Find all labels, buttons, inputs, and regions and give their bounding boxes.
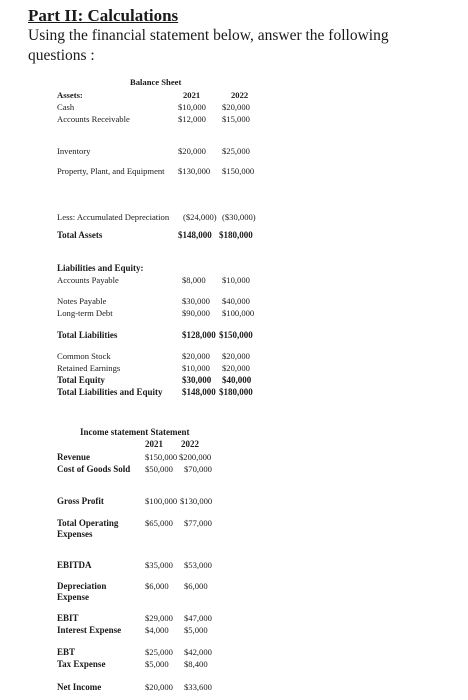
- accumulated-depreciation-2022: ($30,000): [222, 212, 256, 222]
- row-label-tax-expense: Tax Expense: [57, 659, 106, 669]
- balance-sheet-year-2021: 2021: [183, 90, 201, 100]
- total-liabilities-2022: $150,000: [219, 330, 253, 340]
- retained-earnings-2021: $10,000: [182, 363, 210, 373]
- interest-expense-2021: $4,000: [145, 625, 169, 635]
- revenue-2021: $150,000: [145, 452, 178, 462]
- ebit-2022: $47,000: [184, 613, 212, 623]
- row-label-total-assets: Total Assets: [57, 230, 103, 240]
- depreciation-expense-2021: $6,000: [145, 581, 169, 591]
- total-equity-2022: $40,000: [222, 375, 252, 385]
- common-stock-2021: $20,000: [182, 351, 210, 361]
- total-operating-expenses-2022: $77,000: [184, 518, 212, 528]
- ebit-2021: $29,000: [145, 613, 173, 623]
- row-label-revenue: Revenue: [57, 452, 90, 462]
- row-label-long-term-debt: Long-term Debt: [57, 308, 113, 318]
- ppe-2022: $150,000: [222, 166, 255, 176]
- total-equity-2021: $30,000: [182, 375, 212, 385]
- income-year-2021: 2021: [145, 439, 163, 449]
- depreciation-expense-2022: $6,000: [184, 581, 208, 591]
- accumulated-depreciation-2021: ($24,000): [183, 212, 217, 222]
- instructions-text: Using the financial statement below, answer the following questions :: [28, 27, 389, 64]
- row-label-notes-payable: Notes Payable: [57, 296, 107, 306]
- cogs-2021: $50,000: [145, 464, 173, 474]
- row-label-ppe: Property, Plant, and Equipment: [57, 166, 165, 176]
- row-label-cogs: Cost of Goods Sold: [57, 464, 131, 474]
- accounts-receivable-2021: $12,000: [178, 114, 206, 124]
- row-label-cash: Cash: [57, 102, 75, 112]
- ebitda-2021: $35,000: [145, 560, 173, 570]
- notes-payable-2022: $40,000: [222, 296, 250, 306]
- cash-2021: $10,000: [178, 102, 206, 112]
- ebt-2022: $42,000: [184, 647, 212, 657]
- net-income-2021: $20,000: [145, 682, 173, 692]
- total-assets-2022: $180,000: [219, 230, 253, 240]
- row-label-total-operating-expenses: Total Operating: [57, 518, 119, 528]
- balance-sheet-title: Balance Sheet: [130, 77, 182, 87]
- assets-label: Assets:: [57, 90, 83, 100]
- row-label-ebitda: EBITDA: [57, 560, 92, 570]
- inventory-2021: $20,000: [178, 146, 206, 156]
- long-term-debt-2021: $90,000: [182, 308, 210, 318]
- row-label-interest-expense: Interest Expense: [57, 625, 122, 635]
- accounts-receivable-2022: $15,000: [222, 114, 250, 124]
- income-year-2022: 2022: [181, 439, 199, 449]
- balance-sheet-year-2022: 2022: [231, 90, 249, 100]
- row-label-ebit: EBIT: [57, 613, 79, 623]
- gross-profit-2022: $130,000: [180, 496, 213, 506]
- inventory-2022: $25,000: [222, 146, 250, 156]
- ebt-2021: $25,000: [145, 647, 173, 657]
- tax-expense-2021: $5,000: [145, 659, 169, 669]
- row-label-inventory: Inventory: [57, 146, 91, 156]
- cogs-2022: $70,000: [184, 464, 212, 474]
- row-label-depreciation-expense-line2: Expense: [57, 592, 90, 602]
- total-liabilities-2021: $128,000: [182, 330, 216, 340]
- cash-2022: $20,000: [222, 102, 250, 112]
- ppe-2021: $130,000: [178, 166, 211, 176]
- long-term-debt-2022: $100,000: [222, 308, 255, 318]
- row-label-total-liabilities: Total Liabilities: [57, 330, 118, 340]
- ebitda-2022: $53,000: [184, 560, 212, 570]
- row-label-net-income: Net Income: [57, 682, 102, 692]
- interest-expense-2022: $5,000: [184, 625, 208, 635]
- page-heading: Part II: Calculations: [28, 6, 179, 25]
- row-label-gross-profit: Gross Profit: [57, 496, 104, 506]
- income-statement-title: Income statement Statement: [80, 427, 190, 437]
- total-assets-2021: $148,000: [178, 230, 212, 240]
- row-label-depreciation-expense: Depreciation: [57, 581, 107, 591]
- common-stock-2022: $20,000: [222, 351, 250, 361]
- notes-payable-2021: $30,000: [182, 296, 210, 306]
- liabilities-equity-heading: Liabilities and Equity:: [57, 263, 144, 273]
- row-label-retained-earnings: Retained Earnings: [57, 363, 121, 373]
- row-label-total-liabilities-equity: Total Liabilities and Equity: [57, 387, 163, 397]
- row-label-total-operating-expenses-line2: Expenses: [57, 529, 93, 539]
- row-label-total-equity: Total Equity: [57, 375, 105, 385]
- row-label-ebt: EBT: [57, 647, 76, 657]
- accounts-payable-2021: $8,000: [182, 275, 206, 285]
- gross-profit-2021: $100,000: [145, 496, 178, 506]
- total-operating-expenses-2021: $65,000: [145, 518, 173, 528]
- retained-earnings-2022: $20,000: [222, 363, 250, 373]
- row-label-common-stock: Common Stock: [57, 351, 111, 361]
- row-label-accumulated-depreciation: Less: Accumulated Depreciation: [57, 212, 170, 222]
- row-label-accounts-payable: Accounts Payable: [57, 275, 119, 285]
- tax-expense-2022: $8,400: [184, 659, 208, 669]
- accounts-payable-2022: $10,000: [222, 275, 250, 285]
- total-liabilities-equity-2021: $148,000: [182, 387, 216, 397]
- net-income-2022: $33,600: [184, 682, 212, 692]
- total-liabilities-equity-2022: $180,000: [219, 387, 253, 397]
- row-label-accounts-receivable: Accounts Receivable: [57, 114, 130, 124]
- revenue-2022: $200,000: [179, 452, 212, 462]
